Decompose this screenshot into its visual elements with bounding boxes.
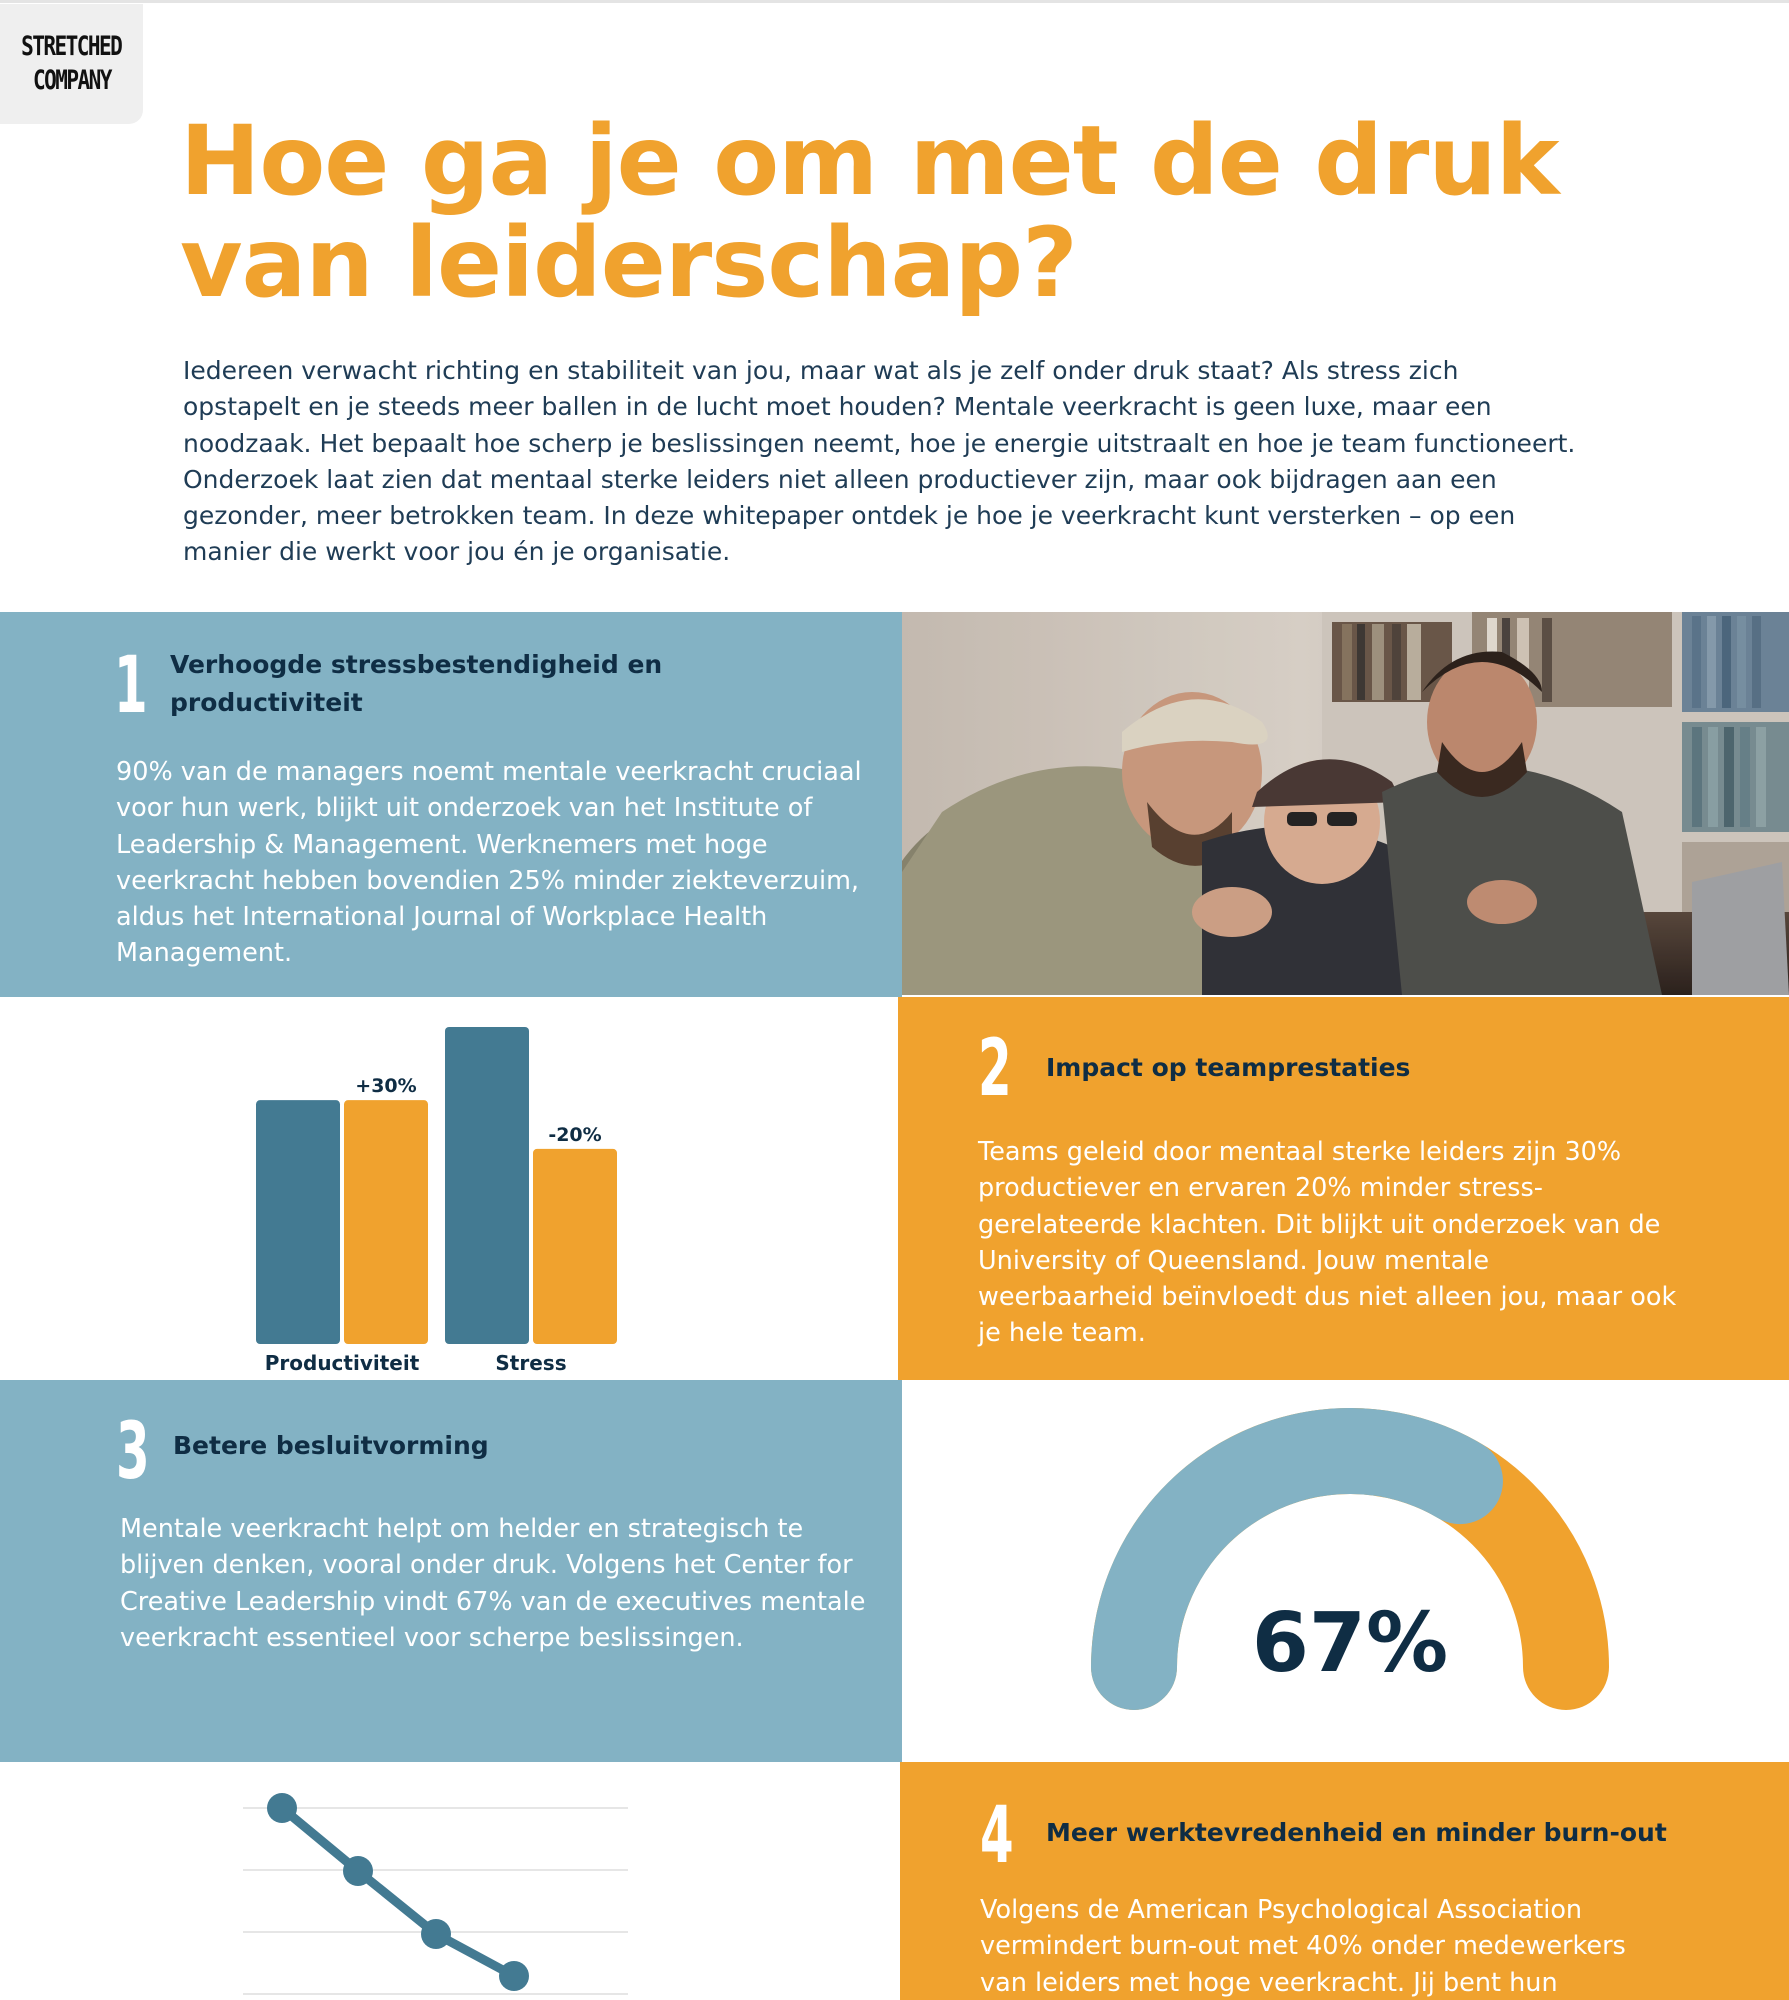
section-3-panel <box>0 1380 902 1762</box>
line-point <box>343 1856 373 1886</box>
section-text-line: aldus het International Journal of Workplace Health <box>116 902 768 933</box>
bar-data-label: -20% <box>548 1123 602 1146</box>
section-number: 2 <box>978 1024 1012 1114</box>
intro-line: manier die werkt voor jou én je organisatie. <box>183 537 731 567</box>
section-title-line: Impact op teamprestaties <box>1046 1053 1411 1082</box>
section-text-line: Mentale veerkracht helpt om helder en strategisch te <box>120 1514 804 1544</box>
section-text-line: blijven denken, vooral onder druk. Volgens het Center for <box>120 1550 853 1581</box>
section-text-line: voor hun werk, blijkt uit onderzoek van het Institute of <box>116 793 813 824</box>
section-number: 1 <box>114 641 148 731</box>
section-text-line: Leadership & Management. Werknemers met hoge <box>116 829 768 860</box>
section-text-line: University of Queensland. Jouw mentale <box>978 1245 1490 1276</box>
line-series <box>282 1808 514 1976</box>
section-1-panel <box>0 612 902 997</box>
bar-category-label: Stress <box>495 1351 567 1375</box>
section-title <box>173 1427 489 1465</box>
bar-stress-1 <box>445 1027 529 1344</box>
section-text <box>980 1892 1626 2000</box>
section-text <box>116 754 862 972</box>
section-text <box>978 1134 1676 1352</box>
line-chart <box>0 1762 900 2000</box>
gauge-value-label: 67% <box>1251 1596 1449 1691</box>
section-text-line: veerkracht essentieel voor scherpe beslissingen. <box>120 1622 744 1653</box>
section-title-line: productiviteit <box>170 688 363 717</box>
page-title <box>180 105 1700 319</box>
line-point <box>499 1961 529 1991</box>
section-text-line: veerkracht hebben bovendien 25% minder ziekteverzuim, <box>116 865 860 896</box>
intro-line: Iedereen verwacht richting en stabiliteit van jou, maar wat als je zelf onder druk staat? Als stress zich <box>183 356 1459 385</box>
section-text-line: vermindert burn-out met 40% onder medewerkers <box>980 1931 1626 1962</box>
section-title <box>1046 1049 1410 1087</box>
bar-data-label: +30% <box>355 1075 417 1098</box>
gauge-chart <box>902 1380 1789 1762</box>
intro-line: gezonder, meer betrokken team. In deze whitepaper ontdek je hoe je veerkracht kunt versterken – op een <box>183 501 1516 531</box>
section-number: 3 <box>116 1407 150 1497</box>
title-line-2: van leiderschap? <box>180 207 1077 319</box>
bar-productiviteit-1 <box>256 1100 340 1344</box>
logo-line-2: COMPANY <box>32 65 111 96</box>
section-title-line: Betere besluitvorming <box>173 1431 489 1460</box>
section-text <box>120 1511 865 1656</box>
section-text-line: gerelateerde klachten. Dit blijkt uit onderzoek van de <box>978 1209 1661 1240</box>
section-text-line: je hele team. <box>978 1318 1146 1349</box>
section-text-line: Management. <box>116 938 293 969</box>
section-title <box>170 646 662 722</box>
section-text-line: 90% van de managers noemt mentale veerkracht cruciaal <box>116 757 862 787</box>
bar-productiviteit-2 <box>344 1100 428 1344</box>
section-text-line: van leiders met hoge veerkracht. Jij bent hun <box>980 1967 1558 1998</box>
section-title-line: Verhoogde stressbestendigheid en <box>170 650 663 679</box>
section-text-line: Volgens de American Psychological Association <box>980 1895 1583 1925</box>
intro-line: noodzaak. Het bepaalt hoe scherp je beslissingen neemt, hoe je energie uitstraalt en hoe je team functioneert. <box>183 428 1576 458</box>
photo-illustration <box>902 612 1789 995</box>
section-number: 4 <box>980 1791 1014 1881</box>
intro-line: Onderzoek laat zien dat mentaal sterke leiders niet alleen productiever zijn, maar ook bijdragen aan een <box>183 464 1497 494</box>
team-photo <box>902 612 1789 995</box>
line-point <box>421 1919 451 1949</box>
section-title <box>1046 1814 1667 1852</box>
bar-stress-2 <box>533 1149 617 1344</box>
intro-paragraph <box>183 353 1673 571</box>
section-2-panel <box>898 997 1789 1380</box>
bar-chart <box>0 997 900 1377</box>
intro-line: opstapelt en je steeds meer ballen in de lucht moet houden? Mentale veerkracht is geen luxe, maar een <box>183 392 1492 422</box>
section-title-line: Meer werktevredenheid en minder burn-out <box>1046 1818 1667 1847</box>
section-text-line: productiever en ervaren 20% minder stress- <box>978 1173 1543 1204</box>
company-logo[interactable] <box>0 4 143 124</box>
title-line-1: Hoe ga je om met de druk <box>180 105 1559 217</box>
line-point <box>267 1793 297 1823</box>
section-4-panel <box>900 1762 1789 2000</box>
section-text-line: weerbaarheid beïnvloedt dus niet alleen jou, maar ook <box>978 1282 1677 1313</box>
top-border <box>0 0 1789 3</box>
section-text-line: Creative Leadership vindt 67% van de executives mentale <box>120 1586 866 1617</box>
logo-line-1: STRETCHED <box>21 31 122 62</box>
bar-category-label: Productiviteit <box>264 1351 420 1375</box>
section-text-line: Teams geleid door mentaal sterke leiders zijn 30% <box>978 1137 1622 1167</box>
